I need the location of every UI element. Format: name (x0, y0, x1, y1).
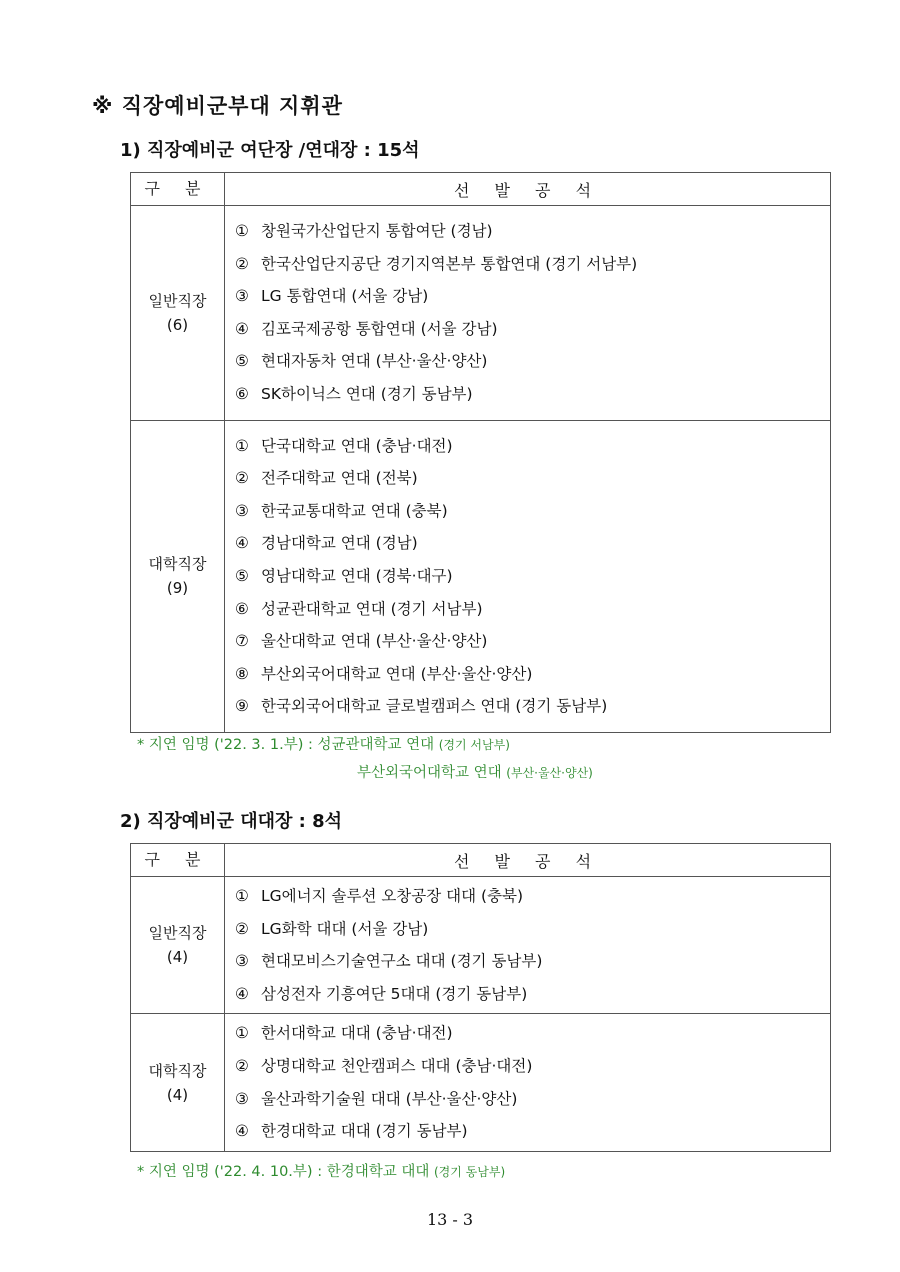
category-label: 대학직장 (148, 555, 207, 574)
item-number: ① (235, 436, 249, 455)
category-count: (4) (166, 948, 189, 967)
item-number: ④ (235, 1122, 249, 1141)
item-number: ⑤ (235, 352, 249, 371)
item-number: ④ (235, 984, 249, 1003)
list-item (235, 880, 830, 913)
group-row (131, 1014, 831, 1151)
group-row (131, 206, 831, 421)
section-1-table (130, 172, 831, 733)
item-text: LG에너지 솔루션 오창공장 대대 (충북) (261, 887, 524, 905)
item-number: ⑤ (235, 566, 249, 585)
item-text: 한국산업단지공단 경기지역본부 통합연대 (경기 서남부) (261, 254, 638, 273)
note-prefix: * 지연 임명 ('22. 3. 1.부) : (137, 737, 318, 753)
item-number: ③ (235, 952, 249, 971)
list-item (235, 1115, 830, 1148)
item-text: 울산대학교 연대 (부산·울산·양산) (261, 632, 488, 651)
table-header-row (131, 844, 831, 877)
item-text: 현대자동차 연대 (부산·울산·양산) (261, 352, 488, 371)
item-number: ⑥ (235, 599, 249, 618)
section-2-table (130, 843, 831, 1152)
group-category (131, 877, 225, 1014)
category-count: (9) (166, 579, 189, 598)
category-count: (4) (166, 1085, 189, 1104)
item-number: ⑥ (235, 384, 249, 403)
list-item (235, 430, 830, 463)
delayed-appointment-note-3 (137, 1160, 505, 1181)
list-item (235, 690, 830, 723)
list-item (235, 658, 830, 691)
item-number: ② (235, 919, 249, 938)
delayed-appointment-note-2 (357, 761, 593, 782)
item-text: 상명대학교 천안캠퍼스 대대 (충남·대전) (261, 1056, 533, 1075)
item-text: LG화학 대대 (서울 강남) (261, 919, 429, 938)
group-row (131, 877, 831, 1014)
note-region: (경기 서남부) (438, 738, 510, 752)
item-number: ⑦ (235, 632, 249, 651)
item-number: ④ (235, 534, 249, 553)
delayed-appointment-note (137, 733, 510, 754)
item-text: 성균관대학교 연대 (경기 서남부) (261, 599, 483, 618)
item-number: ① (235, 887, 249, 905)
note-region: (부산·울산·양산) (506, 766, 593, 780)
item-number: ④ (235, 319, 249, 338)
item-text: 부산외국어대학교 연대 (부산·울산·양산) (261, 664, 533, 683)
header-category: 구 분 (131, 173, 225, 206)
group-row (131, 420, 831, 732)
page-title: ※ 직장예비군부대 지휘관 (92, 94, 343, 118)
list-item (235, 378, 830, 411)
item-text: 한국교통대학교 연대 (충북) (261, 501, 448, 520)
item-number: ② (235, 469, 249, 488)
item-text: 울산과학기술원 대대 (부산·울산·양산) (261, 1089, 518, 1108)
note-unit: 부산외국어대학교 연대 (357, 765, 507, 781)
list-item (235, 1050, 830, 1083)
group-items (225, 420, 831, 732)
header-positions: 선 발 공 석 (225, 844, 831, 877)
item-text: 김포국제공항 통합연대 (서울 강남) (261, 319, 498, 338)
group-items (225, 206, 831, 421)
list-item (235, 345, 830, 378)
item-number: ② (235, 1056, 249, 1075)
list-item (235, 593, 830, 626)
list-item (235, 625, 830, 658)
category-label: 일반직장 (148, 924, 207, 943)
item-text: 단국대학교 연대 (충남·대전) (261, 436, 453, 455)
section-2-title: 2) 직장예비군 대대장 : 8석 (120, 811, 343, 832)
item-number: ③ (235, 287, 249, 306)
list-item (235, 945, 830, 978)
note-region: (경기 동남부) (433, 1165, 506, 1179)
list-item (235, 462, 830, 495)
item-number: ② (235, 254, 249, 273)
list-item (235, 560, 830, 593)
group-category (131, 420, 225, 732)
list-item (235, 913, 830, 946)
list-item (235, 313, 830, 346)
list-item (235, 1083, 830, 1116)
category-count: (6) (166, 315, 189, 334)
item-text: 경남대학교 연대 (경남) (261, 534, 418, 553)
category-label: 일반직장 (148, 291, 207, 310)
list-item (235, 527, 830, 560)
list-item (235, 280, 830, 313)
group-category (131, 1014, 225, 1151)
item-number: ① (235, 1024, 249, 1043)
group-items (225, 877, 831, 1014)
note-prefix: * 지연 임명 ('22. 4. 10.부) : (137, 1164, 327, 1180)
table-header-row (131, 173, 831, 206)
category-label: 대학직장 (148, 1061, 207, 1080)
item-number: ① (235, 222, 249, 240)
group-items (225, 1014, 831, 1151)
list-item (235, 1017, 830, 1050)
item-text: 전주대학교 연대 (전북) (261, 469, 418, 488)
list-item (235, 495, 830, 528)
item-number: ⑨ (235, 697, 249, 716)
note-unit: 성균관대학교 연대 (317, 737, 439, 753)
page-number: 13 - 3 (426, 1210, 474, 1229)
list-item (235, 215, 830, 248)
item-number: ③ (235, 1089, 249, 1108)
group-category (131, 206, 225, 421)
item-text: 영남대학교 연대 (경북·대구) (261, 566, 453, 585)
item-text: 한국외국어대학교 글로벌캠퍼스 연대 (경기 동남부) (261, 697, 608, 716)
section-1-title: 1) 직장예비군 여단장 /연대장 : 15석 (120, 140, 420, 161)
note-unit: 한경대학교 대대 (326, 1164, 434, 1180)
item-text: 현대모비스기술연구소 대대 (경기 동남부) (261, 952, 543, 971)
item-number: ⑧ (235, 664, 249, 683)
item-text: 한서대학교 대대 (충남·대전) (261, 1024, 453, 1043)
header-category: 구 분 (131, 844, 225, 877)
item-text: SK하이닉스 연대 (경기 동남부) (261, 384, 473, 403)
item-text: 한경대학교 대대 (경기 동남부) (261, 1122, 468, 1141)
header-positions: 선 발 공 석 (225, 173, 831, 206)
list-item (235, 978, 830, 1011)
item-text: LG 통합연대 (서울 강남) (261, 287, 429, 306)
item-text: 삼성전자 기흥여단 5대대 (경기 동남부) (261, 984, 528, 1003)
item-number: ③ (235, 501, 249, 520)
list-item (235, 248, 830, 281)
item-text: 창원국가산업단지 통합여단 (경남) (261, 222, 493, 240)
